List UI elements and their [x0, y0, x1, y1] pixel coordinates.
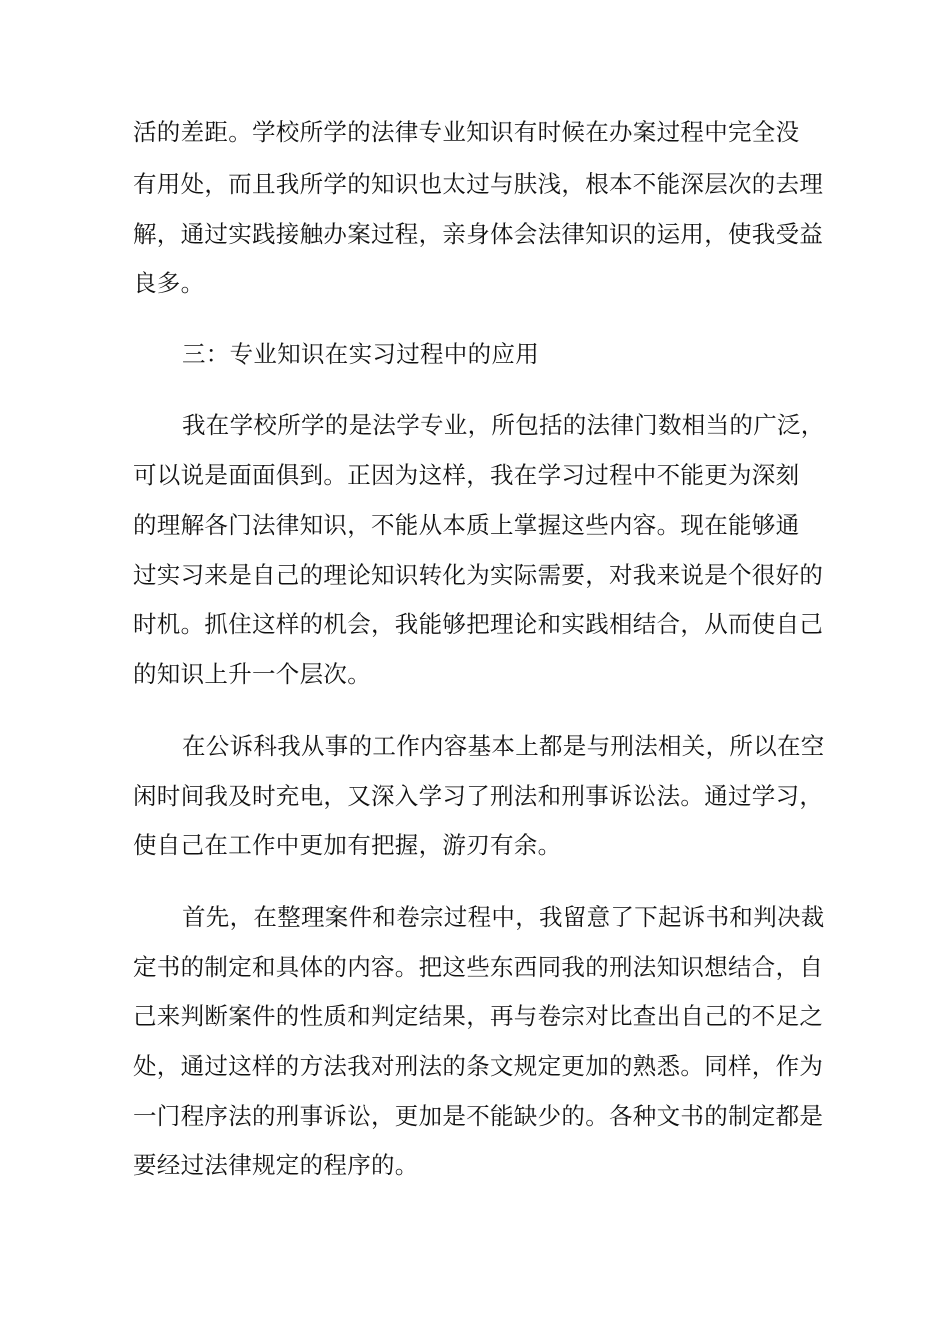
- text-line: 可以说是面面俱到。正因为这样，我在学习过程中不能更为深刻: [133, 461, 800, 489]
- text-line: 在公诉科我从事的工作内容基本上都是与刑法相关，所以在空: [182, 732, 825, 760]
- text-line: 活的差距。学校所学的法律专业知识有时候在办案过程中完全没: [133, 118, 800, 146]
- text-line: 闲时间我及时充电，又深入学习了刑法和刑事诉讼法。通过学习，: [133, 782, 824, 810]
- text-line: 定书的制定和具体的内容。把这些东西同我的刑法知识想结合，自: [133, 953, 824, 981]
- text-line: 时机。抓住这样的机会，我能够把理论和实践相结合，从而使自己: [133, 610, 824, 638]
- text-line: 使自己在工作中更加有把握，游刃有余。: [133, 831, 562, 859]
- section-heading: 三：专业知识在实习过程中的应用: [182, 340, 539, 368]
- text-line: 我在学校所学的是法学专业，所包括的法律门数相当的广泛，: [182, 411, 825, 439]
- text-line: 解，通过实践接触办案过程，亲身体会法律知识的运用，使我受益: [133, 220, 824, 248]
- text-line: 处，通过这样的方法我对刑法的条文规定更加的熟悉。同样，作为: [133, 1052, 824, 1080]
- text-line: 首先，在整理案件和卷宗过程中，我留意了下起诉书和判决裁: [182, 903, 825, 931]
- text-line: 己来判断案件的性质和判定结果，再与卷宗对比查出自己的不足之: [133, 1002, 824, 1030]
- text-line: 的理解各门法律知识，不能从本质上掌握这些内容。现在能够通: [133, 511, 800, 539]
- text-line: 过实习来是自己的理论知识转化为实际需要，对我来说是个很好的: [133, 561, 824, 589]
- text-line: 的知识上升一个层次。: [133, 660, 371, 688]
- text-line: 一门程序法的刑事诉讼，更加是不能缺少的。各种文书的制定都是: [133, 1102, 824, 1130]
- text-line: 良多。: [133, 269, 205, 297]
- text-line: 有用处，而且我所学的知识也太过与肤浅，根本不能深层次的去理: [133, 170, 824, 198]
- text-line: 要经过法律规定的程序的。: [133, 1151, 419, 1179]
